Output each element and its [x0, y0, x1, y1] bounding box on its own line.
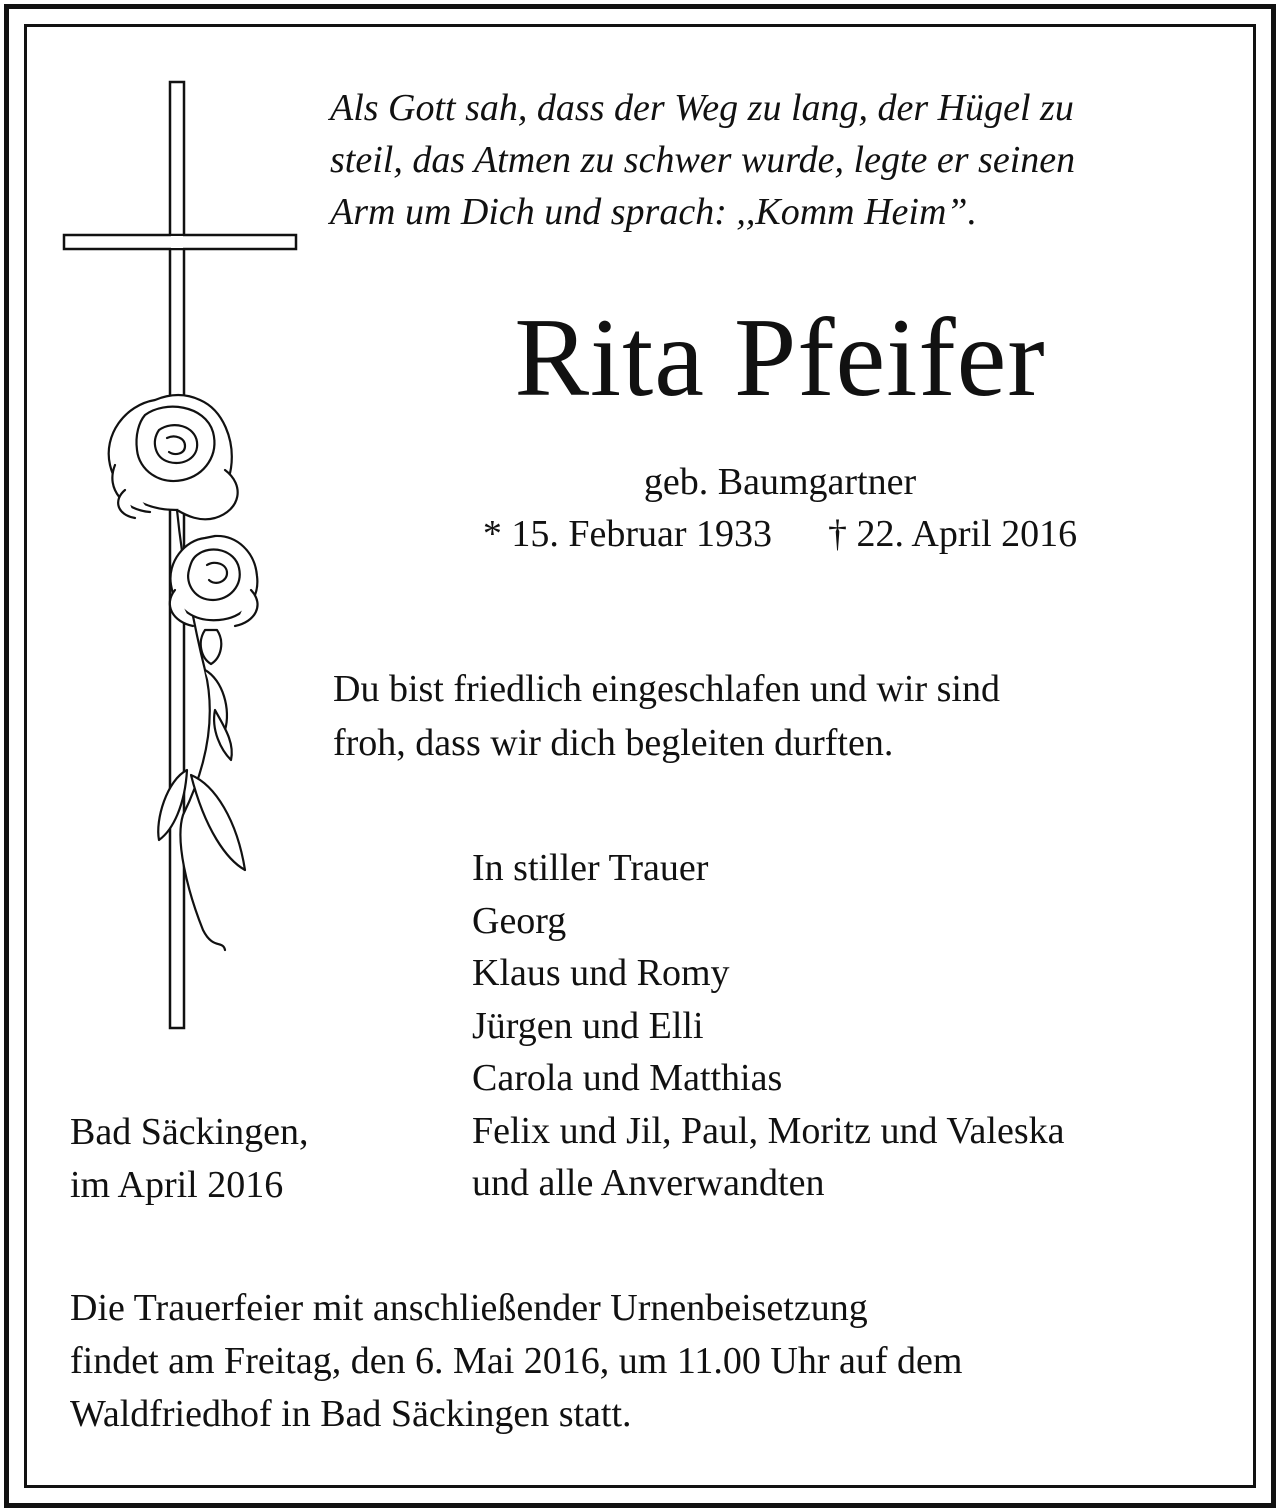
verse-line: Arm um Dich und sprach: ,,Komm Heim”.: [330, 191, 978, 233]
mourners-list: [472, 842, 1252, 1210]
funeral-line: findet am Freitag, den 6. Mai 2016, um 11.00 Uhr auf dem: [70, 1340, 963, 1382]
place-line: Bad Säckingen,: [70, 1111, 309, 1153]
death-date: † 22. April 2016: [828, 513, 1078, 555]
funeral-line: Die Trauerfeier mit anschließender Urnenbeisetzung: [70, 1287, 868, 1329]
cross-with-roses-illustration: [55, 70, 315, 1040]
maiden-name: geb. Baumgartner: [643, 461, 917, 503]
opening-verse: [330, 82, 1230, 238]
mourner-entry: Felix und Jil, Paul, Moritz und Valeska: [472, 1109, 1065, 1152]
funeral-line: Waldfriedhof in Bad Säckingen statt.: [70, 1393, 632, 1435]
mourner-entry: Klaus und Romy: [472, 952, 730, 994]
place-and-date: [70, 1106, 450, 1211]
message-line: Du bist friedlich eingeschlafen und wir sind: [333, 668, 1000, 710]
birth-date: * 15. Februar 1933: [482, 513, 773, 555]
mourners-heading: In stiller Trauer: [472, 847, 709, 889]
message-line: froh, dass wir dich begleiten durften.: [333, 722, 894, 764]
life-dates: [300, 510, 1260, 558]
verse-line: steil, das Atmen zu schwer wurde, legte er seinen: [330, 139, 1076, 181]
mourner-entry: und alle Anverwandten: [472, 1162, 825, 1204]
mourner-entry: Georg: [472, 899, 567, 942]
mourner-entry: Jürgen und Elli: [472, 1004, 704, 1047]
verse-line: Als Gott sah, dass der Weg zu lang, der Hügel zu: [330, 87, 1074, 129]
funeral-notice: [70, 1282, 1250, 1441]
farewell-message: [333, 662, 1233, 770]
date-line: im April 2016: [70, 1163, 284, 1206]
mourner-entry: Carola und Matthias: [472, 1057, 783, 1099]
deceased-name: Rita Pfeifer: [514, 296, 1046, 420]
